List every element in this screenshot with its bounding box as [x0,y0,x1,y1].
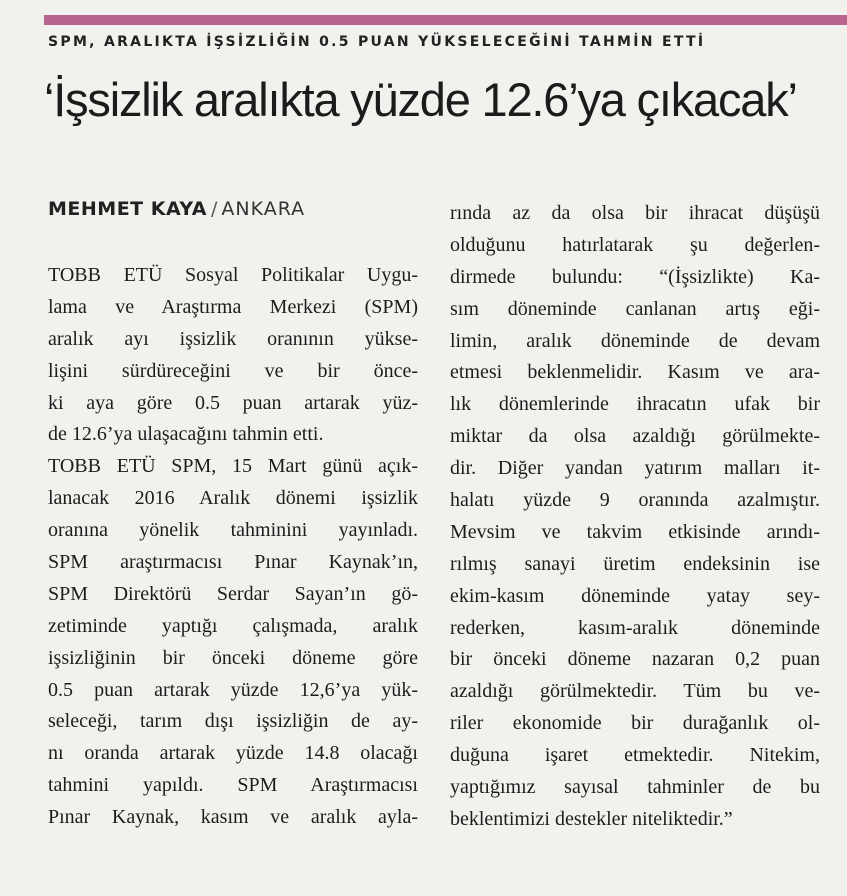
byline-separator: / [211,198,218,220]
body-line: Pınar Kaynak, kasım ve aralık ayla- [48,806,418,829]
body-line: ekim-kasım döneminde yatay sey- [450,584,820,607]
body-line: lişini sürdüreceğini ve bir önce- [48,359,418,382]
body-line: TOBB ETÜ SPM, 15 Mart günü açık- [48,455,418,478]
body-line: lama ve Araştırma Merkezi (SPM) [48,295,418,318]
body-line: Mevsim ve takvim etkisinde arındı- [450,520,820,543]
article-kicker: SPM, ARALIKTA İŞSİZLİĞİN 0.5 PUAN YÜKSELECEĞİNİ TAHMİN ETTİ [48,34,706,50]
body-line: bir önceki döneme nazaran 0,2 puan [450,648,820,671]
article-column-right [450,198,820,836]
body-line: nı oranda artarak yüzde 14.8 olacağı [48,742,418,765]
body-line: zetiminde yaptığı çalışmada, aralık [48,614,418,637]
body-line: SPM araştırmacısı Pınar Kaynak’ın, [48,551,418,574]
body-line: tahmini yapıldı. SPM Araştırmacısı [48,774,418,797]
body-line: dir. Diğer yandan yatırım malları it- [450,457,820,480]
body-line: de 12.6’ya ulaşacağını tahmin etti. [48,423,324,446]
byline [48,198,305,220]
body-line: limin, aralık döneminde de devam [450,329,820,352]
body-line: işsizliğinin bir önceki döneme göre [48,646,418,669]
body-line: rında az da olsa bir ihracat düşüşü [450,202,820,224]
body-line: lanacak 2016 Aralık dönemi işsizlik [48,487,418,510]
body-line: etmesi beklenmelidir. Kasım ve ara- [450,361,820,384]
body-line: 0.5 puan artarak yüzde 12,6’ya yük- [48,678,418,701]
article-column-left [48,260,418,834]
body-line: rılmış sanayi üretim endeksinin ise [450,552,820,575]
accent-bar [44,15,847,25]
body-line: lık dönemlerinde ihracatın ufak bir [450,393,820,416]
body-line: oranına yönelik tahminini yayınladı. [48,519,418,542]
byline-author: MEHMET KAYA [48,198,208,220]
body-line: sım döneminde canlanan artış eği- [450,297,820,320]
body-line: ki aya göre 0.5 puan artarak yüz- [48,391,418,414]
body-line: rederken, kasım-aralık döneminde [450,616,820,639]
byline-city: ANKARA [221,198,306,220]
body-line: azaldığı görülmektedir. Tüm bu ve- [450,680,820,703]
body-line: miktar da olsa azaldığı görülmekte- [450,425,820,448]
body-line: dirmede bulundu: “(İşsizlikte) Ka- [450,265,820,288]
body-line: SPM Direktörü Serdar Sayan’ın gö- [48,582,418,605]
body-line: beklentimizi destekler niteliktedir.” [450,807,733,830]
body-line: riler ekonomide bir durağanlık ol- [450,712,820,735]
body-line: aralık ayı işsizlik oranının yükse- [48,327,418,350]
body-line: yaptığımız sayısal tahminler de bu [450,776,820,799]
body-line: TOBB ETÜ Sosyal Politikalar Uygu- [48,264,418,286]
body-line: duğuna işaret etmektedir. Nitekim, [450,744,820,767]
body-line: halatı yüzde 9 oranında azalmıştır. [450,489,820,512]
body-line: seleceği, tarım dışı işsizliğin de ay- [48,710,418,733]
article-headline: ‘İşsizlik aralıkta yüzde 12.6’ya çıkacak’ [44,73,797,126]
body-line: olduğunu hatırlatarak şu değerlen- [450,233,820,256]
